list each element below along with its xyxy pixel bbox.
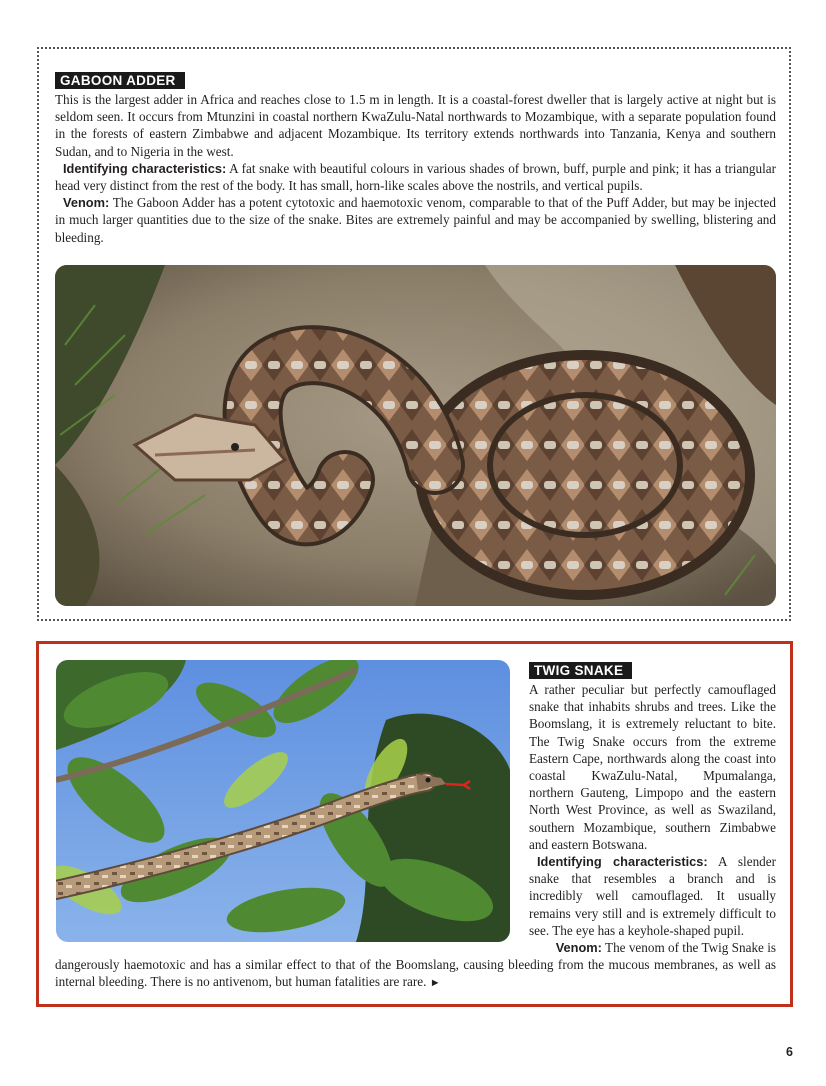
page-number: 6	[786, 1045, 793, 1059]
twig-identifying-text: A slender snake that resembles a branch and is incredibly well camouflaged. It usually remains very still and is extremely difficult to see. The eye has a keyhole-shaped pupil.	[529, 854, 776, 938]
continue-arrow-icon: ►	[429, 977, 441, 990]
twig-venom-start	[529, 939, 776, 956]
twig-snake-photo	[56, 660, 510, 942]
twig-identifying-label: Identifying characteristics:	[537, 854, 708, 870]
gaboon-venom-paragraph	[55, 194, 776, 246]
twig-venom-text-start: The venom of the Twig Snake is	[605, 940, 776, 956]
gaboon-adder-text	[55, 91, 776, 246]
gaboon-adder-heading: GABOON ADDER	[55, 72, 185, 89]
twig-venom-text-rest: dangerously haemotoxic and has a similar effect to that of the Boomslang, causing bleeding from the mucous membranes, as well as internal bleeding. There is no antivenom, but human fatalities are rare.	[55, 957, 776, 990]
twig-snake-text	[529, 681, 776, 956]
gaboon-identifying-paragraph	[55, 160, 776, 194]
twig-snake-heading: TWIG SNAKE	[529, 662, 632, 679]
gaboon-venom-text: The Gaboon Adder has a potent cytotoxic and haemotoxic venom, comparable to that of the Puff Adder, but may be injected in much larger quantities due to the size of the snake. Bites are extremely painful and may be accompanied by swelling, blistering and bleeding.	[55, 195, 776, 245]
gaboon-venom-label: Venom:	[63, 195, 110, 211]
twig-intro: A rather peculiar but perfectly camouflaged snake that inhabits shrubs and trees. Like the Boomslang, it is extremely reluctant to bite. The Twig Snake occurs from the extreme Eastern Cape, northwards along the coast into coastal KwaZulu-Natal, Mpumalanga, northern Gauteng, Limpopo and the eastern North West Province, as well as Swaziland, southern Mozambique, southern Zimbabwe and eastern Botswana.	[529, 682, 776, 852]
twig-identifying-paragraph	[529, 853, 776, 939]
gaboon-intro: This is the largest adder in Africa and reaches close to 1.5 m in length. It is a coastal-forest dweller that is largely active at night but is seldom seen. It occurs from Mtunzini in coastal northern KwaZulu-Natal northwards to Mozambique, with a separate population found in the forests of eastern Zimbabwe and adjacent Mozambique. Its territory extends northwards into Tanzania, Kenya and southern Sudan, and to Nigeria in the west.	[55, 92, 776, 159]
twig-venom-continued	[55, 956, 776, 992]
gaboon-adder-photo	[55, 265, 776, 606]
twig-venom-label: Venom:	[555, 940, 602, 956]
gaboon-identifying-label: Identifying characteristics:	[63, 160, 227, 176]
gaboon-identifying-text: A fat snake with beautiful colours in various shades of brown, buff, purple and pink; it has a triangular head very distinct from the rest of the body. It has small, horn-like scales above the nostrils, and vertical pupils.	[55, 160, 776, 194]
